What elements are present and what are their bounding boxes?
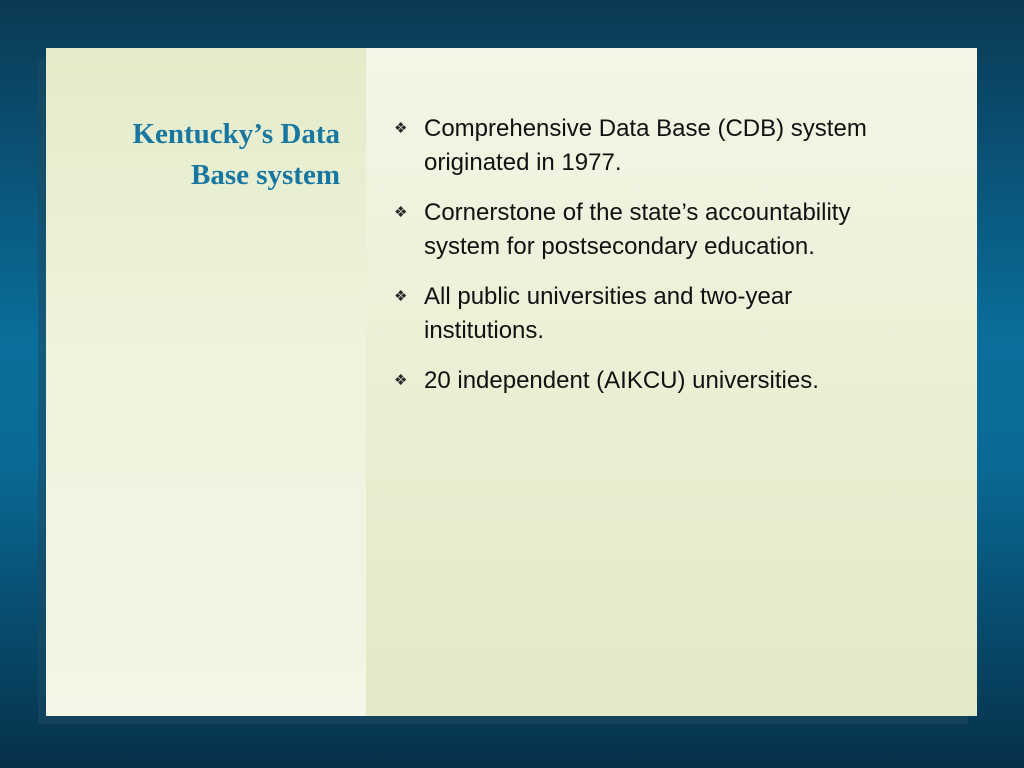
diamond-bullet-icon: ❖ <box>394 204 408 221</box>
diamond-bullet-icon: ❖ <box>394 120 408 137</box>
bullet-item <box>394 364 874 398</box>
slide-title: Kentucky’s Data Base system <box>132 118 340 191</box>
bullet-item <box>394 112 874 180</box>
diamond-bullet-icon: ❖ <box>394 372 408 389</box>
diamond-bullet-icon: ❖ <box>394 288 408 305</box>
content-panel <box>366 48 977 716</box>
bullet-item <box>394 196 874 264</box>
bullet-list <box>394 112 874 414</box>
bullet-text: Comprehensive Data Base (CDB) system originated in 1977. <box>424 115 867 176</box>
title-panel <box>46 48 366 716</box>
bullet-text: 20 independent (AIKCU) universities. <box>424 367 819 394</box>
bullet-text: All public universities and two-year institutions. <box>424 283 793 344</box>
bullet-item <box>394 280 874 348</box>
slide <box>46 48 977 716</box>
bullet-text: Cornerstone of the state’s accountability system for postsecondary education. <box>424 199 851 260</box>
